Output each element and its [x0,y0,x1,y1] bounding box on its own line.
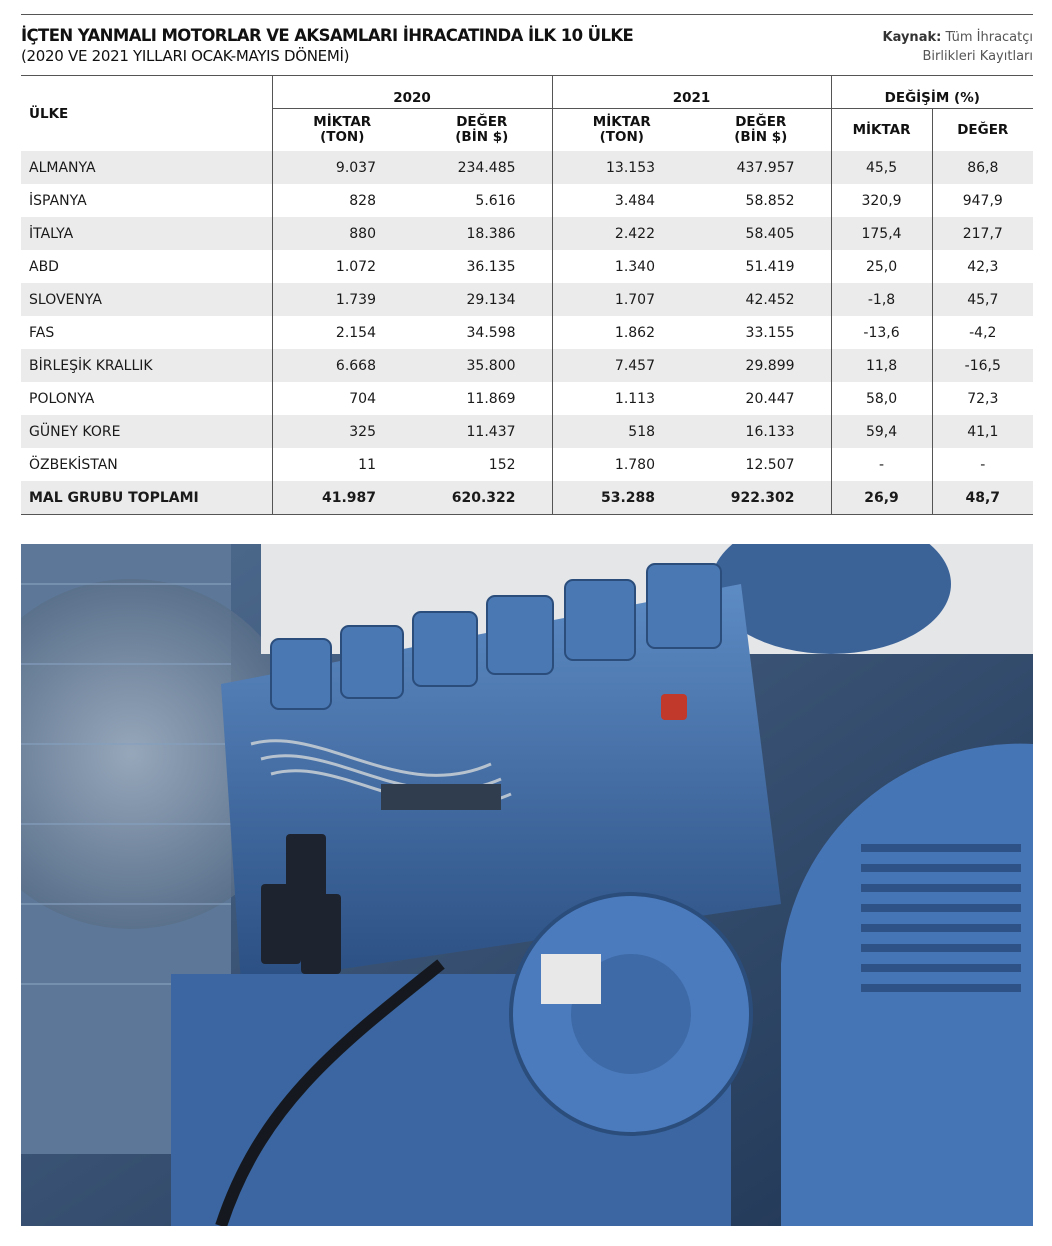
deger-2020-cell: 11.869 [466,390,516,407]
miktar-2020-cell: 704 [272,382,412,415]
col-header-miktar-2021: MİKTAR (TON) [552,109,691,152]
col-group-change: DEĞİŞİM (%) [831,76,1033,109]
country-cell: SLOVENYA [21,283,272,316]
change-deger-cell: -4,2 [932,316,1033,349]
table-row [21,448,1033,481]
miktar-2020-cell: 1.072 [272,250,412,283]
change-miktar-cell: 45,5 [831,151,932,184]
total-row [21,481,1033,515]
country-cell: MAL GRUBU TOPLAMI [21,481,272,515]
change-deger-cell: 41,1 [932,415,1033,448]
deger-2021-cell: 51.419 [745,258,795,275]
miktar-2020-cell: 11 [272,448,412,481]
miktar-2021-cell: 2.422 [552,217,691,250]
deger-2021-cell: 58.852 [745,192,795,209]
col-header-change-deger: DEĞER [932,109,1033,152]
deger-2021-cell: 58.405 [691,217,831,250]
change-deger-cell: - [932,448,1033,481]
col-header-miktar-2020: MİKTAR (TON) [272,109,412,152]
page-title: İÇTEN YANMALI MOTORLAR VE AKSAMLARI İHRACATINDA İLK 10 ÜLKE [21,26,634,45]
country-cell: ÖZBEKİSTAN [29,456,118,473]
col-header-deger-2020: DEĞER (BİN $) [455,114,509,145]
deger-2021-cell: 16.133 [691,415,831,448]
source-note [833,28,1033,66]
country-cell: ABD [29,258,59,275]
change-miktar-cell: 11,8 [831,349,932,382]
deger-2021-cell: 33.155 [745,324,795,341]
miktar-2021-cell: 518 [552,415,691,448]
country-cell: ALMANYA [21,151,272,184]
country-cell: FAS [29,324,55,341]
miktar-2020-cell: 325 [272,415,412,448]
table-row [21,151,1033,184]
engine-illustration [21,544,1033,1226]
deger-2020-cell: 152 [488,456,516,473]
miktar-2020-cell: 41.987 [272,481,412,515]
deger-2020-cell: 5.616 [475,192,516,209]
table-row [21,382,1033,415]
change-deger-cell: 217,7 [932,217,1033,250]
change-miktar-cell: 25,0 [831,250,932,283]
miktar-2021-cell: 1.780 [552,448,691,481]
miktar-2020-cell: 828 [272,184,412,217]
country-cell: GÜNEY KORE [21,415,272,448]
change-deger-cell: 45,7 [932,283,1033,316]
miktar-2020-cell: 6.668 [272,349,412,382]
country-cell: İSPANYA [29,192,87,209]
source-label: Kaynak: [882,30,942,45]
change-miktar-cell: 59,4 [831,415,932,448]
change-miktar-cell: 175,4 [831,217,932,250]
country-cell: BİRLEŞİK KRALLIK [21,349,272,382]
table-row [21,250,1033,283]
table-row [21,316,1033,349]
deger-2021-cell: 42.452 [691,283,831,316]
deger-2020-cell: 36.135 [466,258,516,275]
col-header-change-miktar: MİKTAR [831,109,932,152]
deger-2020-cell: 620.322 [412,481,552,515]
miktar-2020-cell: 1.739 [272,283,412,316]
country-cell: İTALYA [21,217,272,250]
change-miktar-cell: 58,0 [831,382,932,415]
page-subtitle: (2020 VE 2021 YILLARI OCAK-MAYIS DÖNEMİ) [21,47,350,65]
deger-2020-cell: 11.437 [412,415,552,448]
col-header-country: ÜLKE [21,76,272,152]
change-miktar-cell: -13,6 [831,316,932,349]
deger-2021-cell: 922.302 [691,481,831,515]
deger-2021-cell: 29.899 [691,349,831,382]
table-row [21,217,1033,250]
change-deger-cell: 72,3 [932,382,1033,415]
miktar-2020-cell: 880 [272,217,412,250]
miktar-2021-cell: 3.484 [552,184,691,217]
deger-2020-cell: 34.598 [466,324,516,341]
change-miktar-cell: 26,9 [831,481,932,515]
change-deger-cell: 48,7 [932,481,1033,515]
change-deger-cell: 42,3 [932,250,1033,283]
miktar-2021-cell: 1.340 [552,250,691,283]
change-miktar-cell: - [831,448,932,481]
source-text: Tüm İhracatçı Birlikleri Kayıtları [922,30,1033,64]
col-group-2021: 2021 [552,76,831,109]
table-row [21,415,1033,448]
miktar-2020-cell: 2.154 [272,316,412,349]
miktar-2021-cell: 1.862 [552,316,691,349]
change-deger-cell: -16,5 [932,349,1033,382]
miktar-2021-cell: 1.707 [552,283,691,316]
change-deger-cell: 947,9 [932,184,1033,217]
deger-2020-cell: 35.800 [412,349,552,382]
table-row [21,283,1033,316]
deger-2020-cell: 18.386 [412,217,552,250]
miktar-2020-cell: 9.037 [272,151,412,184]
engine-photo [21,544,1033,1226]
deger-2021-cell: 20.447 [745,390,795,407]
miktar-2021-cell: 13.153 [552,151,691,184]
col-group-2020: 2020 [272,76,552,109]
change-deger-cell: 86,8 [932,151,1033,184]
deger-2021-cell: 12.507 [745,456,795,473]
export-table [21,75,1033,515]
change-miktar-cell: -1,8 [831,283,932,316]
col-header-deger-2021: DEĞER (BİN $) [734,114,788,145]
miktar-2021-cell: 7.457 [552,349,691,382]
deger-2021-cell: 437.957 [691,151,831,184]
table-row [21,184,1033,217]
deger-2020-cell: 234.485 [412,151,552,184]
table-row [21,349,1033,382]
change-miktar-cell: 320,9 [831,184,932,217]
deger-2020-cell: 29.134 [412,283,552,316]
miktar-2021-cell: 53.288 [552,481,691,515]
country-cell: POLONYA [29,390,95,407]
top-rule [21,14,1033,15]
miktar-2021-cell: 1.113 [552,382,691,415]
